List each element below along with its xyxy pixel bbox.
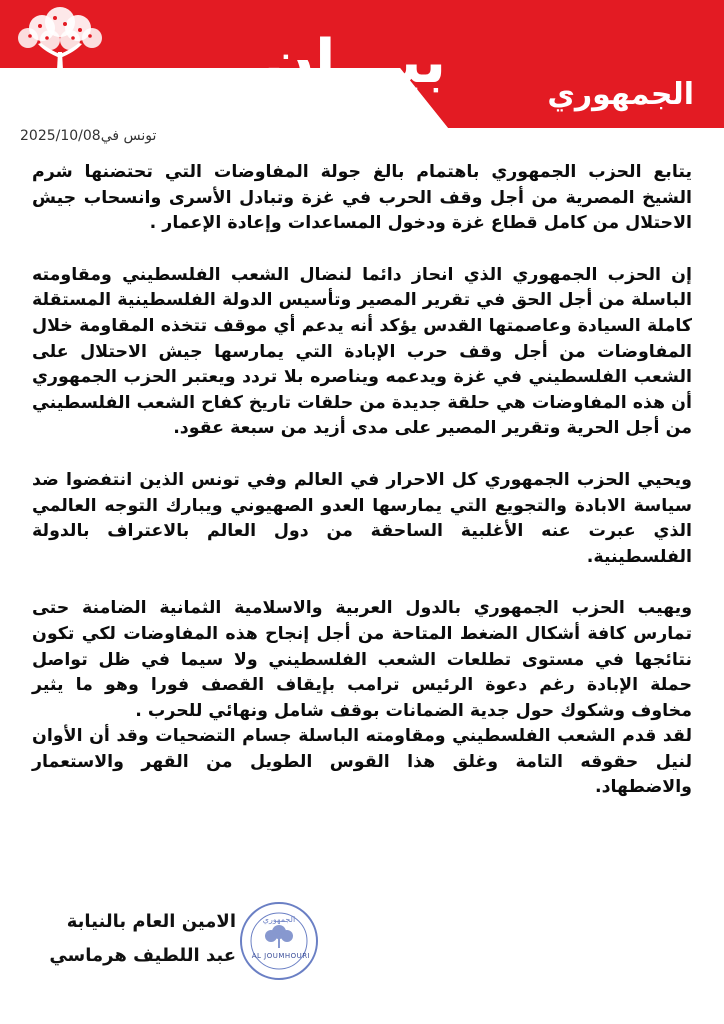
paragraph-1: يتابع الحزب الجمهوري باهتمام بالغ جولة المفاوضات التي تحتضنها شرم الشيخ المصرية من أجل وقف الحرب في غزة وتبادل الأسرى وانسحاب جيش الاحتلال من كامل قطاع غزة ودخول المساعدات وإعادة الإعمار . — [32, 162, 692, 234]
signature-name: عبد اللطيف هرماسي — [49, 945, 236, 966]
statement-title: بيـــان — [263, 27, 447, 97]
party-tree-logo-icon — [0, 0, 120, 100]
statement-header — [0, 0, 724, 130]
stamp-top-text: الجمهوري — [262, 915, 296, 924]
paragraph-4: ويهيب الحزب الجمهوري بالدول العربية والاسلامية الثمانية الضامنة حتى تمارس كافة أشكال الضغط المتاحة من أجل إنجاح هذه المفاوضات لكي تكون نتائجها في مستوى تطلعات الشعب الفلسطيني ولا سيما في ظل تواصل حملة الإبادة رغم دعوة الرئيس ترامب بإيقاف القصف فورا وهو ما يثير مخاوف وشكوك حول جدية الضمانات بوقف شامل ونهائي للحرب . — [32, 598, 692, 721]
stamp-bottom-text: AL JOUMHOURI — [251, 952, 311, 960]
paragraph-2: إن الحزب الجمهوري الذي انحاز دائما لنضال الشعب الفلسطيني ومقاومته الباسلة من أجل الحق في تقرير المصير وتأسيس الدولة الفلسطينية المستقلة كاملة السيادة وعاصمتها القدس يؤكد أنه يدعم أي موقف تتخذه المقاومة خلال المفاوضات من أجل وقف حرب الإبادة التي يمارسها جيش الاحتلال على الشعب الفلسطيني في غزة ويدعمه ويناصره بلا تردد ويعتبر الحزب الجمهوري أن هذه المفاوضات هي حلقة جديدة من حلقات تاريخ كفاح الشعب الفلسطيني من أجل الحرية وتقرير المصير على مدى أزيد من سبعة عقود. — [32, 264, 692, 439]
statement-body — [32, 160, 692, 801]
statement-date: تونس في2025/10/08 — [20, 128, 157, 144]
signature-role: الامين العام بالنيابة — [66, 911, 236, 932]
paragraph-5: لقد قدم الشعب الفلسطيني ومقاومته الباسلة جسام التضحيات وقد أن الأوان لنيل حقوقه التامة وغلق هذا القوس الطويل من القهر والاستعمار والاضطهاد. — [32, 726, 692, 798]
party-stamp-icon — [238, 900, 320, 982]
party-logo-text: الجمهوري — [547, 77, 694, 112]
paragraph-3: ويحيي الحزب الجمهوري كل الاحرار في العالم وفي تونس الذين انتفضوا ضد سياسة الابادة والتجويع التي يمارسها العدو الصهيوني ويبارك التوجه العالمي الذي عبرت عنه الأغلبية الساحقة من دول العالم بالاعتراف بالدولة الفلسطينية. — [32, 469, 692, 567]
signature-block — [36, 905, 236, 973]
